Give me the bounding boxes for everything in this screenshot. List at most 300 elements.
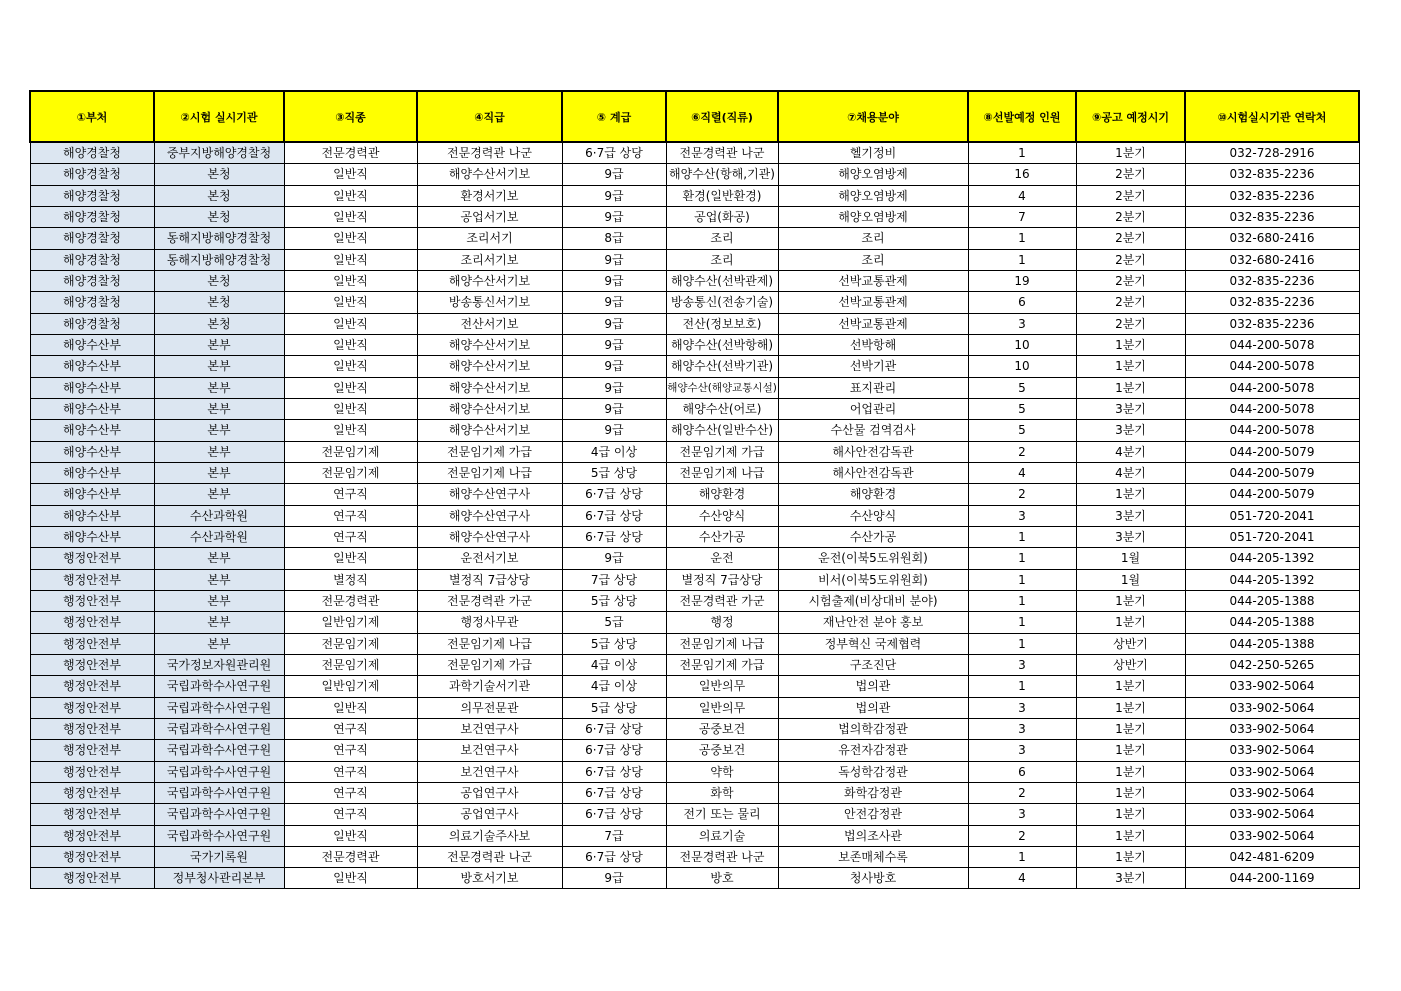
table-row (30, 569, 1359, 590)
cell-notice-period: 2분기 (1076, 228, 1185, 249)
cell-position: 과학기술서기관 (417, 676, 562, 697)
cell-job-type: 일반직 (284, 548, 417, 569)
cell-ministry: 해양수산부 (30, 526, 154, 547)
table-row (30, 356, 1359, 377)
cell-contact: 044-200-5078 (1185, 420, 1359, 441)
cell-notice-period: 3분기 (1076, 526, 1185, 547)
cell-ministry: 행정안전부 (30, 654, 154, 675)
cell-institution: 본부 (154, 334, 284, 355)
cell-headcount: 5 (968, 420, 1076, 441)
cell-grade: 9급 (562, 164, 666, 185)
cell-notice-period: 1월 (1076, 569, 1185, 590)
cell-job-type: 일반직 (284, 825, 417, 846)
cell-series: 일반의무 (666, 676, 778, 697)
cell-ministry: 해양경찰청 (30, 292, 154, 313)
cell-series: 전문임기제 나급 (666, 462, 778, 483)
cell-headcount: 1 (968, 633, 1076, 654)
cell-job-type: 일반직 (284, 313, 417, 334)
cell-headcount: 1 (968, 548, 1076, 569)
cell-notice-period: 2분기 (1076, 249, 1185, 270)
cell-contact: 032-728-2916 (1185, 142, 1359, 164)
cell-position: 의무전문관 (417, 697, 562, 718)
cell-institution: 본청 (154, 206, 284, 227)
cell-contact: 032-835-2236 (1185, 292, 1359, 313)
cell-institution: 국가정보자원관리원 (154, 654, 284, 675)
cell-grade: 9급 (562, 206, 666, 227)
cell-position: 해양수산연구사 (417, 484, 562, 505)
cell-position: 전문임기제 나급 (417, 462, 562, 483)
cell-headcount: 4 (968, 185, 1076, 206)
cell-grade: 7급 상당 (562, 569, 666, 590)
cell-position: 전문임기제 나급 (417, 633, 562, 654)
cell-job-type: 일반직 (284, 420, 417, 441)
cell-institution: 본청 (154, 270, 284, 291)
cell-ministry: 해양경찰청 (30, 142, 154, 164)
cell-field: 운전(이북5도위원회) (778, 548, 968, 569)
cell-notice-period: 3분기 (1076, 505, 1185, 526)
cell-headcount: 6 (968, 761, 1076, 782)
cell-position: 조리서기보 (417, 249, 562, 270)
cell-headcount: 3 (968, 313, 1076, 334)
cell-contact: 042-481-6209 (1185, 846, 1359, 867)
cell-series: 방송통신(전송기술) (666, 292, 778, 313)
cell-notice-period: 4분기 (1076, 441, 1185, 462)
cell-position: 행정사무관 (417, 612, 562, 633)
cell-job-type: 연구직 (284, 782, 417, 803)
cell-notice-period: 1분기 (1076, 804, 1185, 825)
table-row (30, 740, 1359, 761)
cell-job-type: 전문임기제 (284, 633, 417, 654)
cell-headcount: 16 (968, 164, 1076, 185)
cell-series: 조리 (666, 249, 778, 270)
table-row (30, 868, 1359, 889)
cell-position: 공업연구사 (417, 804, 562, 825)
cell-notice-period: 1분기 (1076, 142, 1185, 164)
table-row (30, 825, 1359, 846)
cell-field: 구조진단 (778, 654, 968, 675)
cell-position: 전문임기제 가급 (417, 441, 562, 462)
cell-headcount: 7 (968, 206, 1076, 227)
cell-ministry: 행정안전부 (30, 633, 154, 654)
cell-institution: 본부 (154, 590, 284, 611)
cell-job-type: 일반직 (284, 334, 417, 355)
cell-notice-period: 1월 (1076, 548, 1185, 569)
cell-contact: 044-205-1388 (1185, 590, 1359, 611)
cell-field: 법의조사관 (778, 825, 968, 846)
cell-field: 비서(이북5도위원회) (778, 569, 968, 590)
cell-field: 법의학감정관 (778, 718, 968, 739)
cell-notice-period: 1분기 (1076, 334, 1185, 355)
cell-headcount: 1 (968, 590, 1076, 611)
cell-ministry: 행정안전부 (30, 718, 154, 739)
table-row (30, 441, 1359, 462)
table-row (30, 334, 1359, 355)
cell-field: 헬기정비 (778, 142, 968, 164)
table-row (30, 249, 1359, 270)
header-position: ④직급 (417, 91, 562, 142)
cell-series: 해양수산(어로) (666, 398, 778, 419)
cell-field: 청사방호 (778, 868, 968, 889)
cell-grade: 9급 (562, 292, 666, 313)
cell-ministry: 해양수산부 (30, 420, 154, 441)
cell-grade: 6·7급 상당 (562, 740, 666, 761)
cell-series: 전기 또는 물리 (666, 804, 778, 825)
table-row (30, 164, 1359, 185)
cell-series: 전문임기제 나급 (666, 633, 778, 654)
cell-field: 해사안전감독관 (778, 462, 968, 483)
cell-job-type: 연구직 (284, 526, 417, 547)
cell-institution: 수산과학원 (154, 505, 284, 526)
cell-notice-period: 2분기 (1076, 313, 1185, 334)
cell-contact: 044-200-5078 (1185, 334, 1359, 355)
cell-notice-period: 1분기 (1076, 740, 1185, 761)
cell-notice-period: 1분기 (1076, 846, 1185, 867)
cell-contact: 033-902-5064 (1185, 697, 1359, 718)
cell-job-type: 연구직 (284, 505, 417, 526)
cell-job-type: 일반임기제 (284, 676, 417, 697)
cell-contact: 044-205-1388 (1185, 633, 1359, 654)
cell-grade: 9급 (562, 377, 666, 398)
cell-position: 공업서기보 (417, 206, 562, 227)
cell-position: 해양수산서기보 (417, 377, 562, 398)
cell-series: 전문경력관 가군 (666, 590, 778, 611)
cell-institution: 본부 (154, 441, 284, 462)
cell-notice-period: 1분기 (1076, 718, 1185, 739)
cell-job-type: 전문임기제 (284, 462, 417, 483)
cell-field: 법의관 (778, 697, 968, 718)
table-row (30, 228, 1359, 249)
table-row (30, 462, 1359, 483)
header-contact: ⑩시험실시기관 연락처 (1185, 91, 1359, 142)
cell-ministry: 해양수산부 (30, 441, 154, 462)
cell-ministry: 해양수산부 (30, 462, 154, 483)
cell-contact: 032-835-2236 (1185, 313, 1359, 334)
cell-series: 공중보건 (666, 740, 778, 761)
header-job-type: ③직종 (284, 91, 417, 142)
cell-position: 보건연구사 (417, 761, 562, 782)
cell-ministry: 행정안전부 (30, 846, 154, 867)
cell-field: 해양환경 (778, 484, 968, 505)
cell-headcount: 1 (968, 228, 1076, 249)
cell-job-type: 전문경력관 (284, 142, 417, 164)
cell-ministry: 해양경찰청 (30, 228, 154, 249)
cell-grade: 5급 상당 (562, 462, 666, 483)
cell-position: 방송통신서기보 (417, 292, 562, 313)
cell-grade: 7급 (562, 825, 666, 846)
cell-grade: 9급 (562, 548, 666, 569)
cell-grade: 6·7급 상당 (562, 142, 666, 164)
table-row (30, 548, 1359, 569)
table-row (30, 142, 1359, 164)
cell-field: 선박기관 (778, 356, 968, 377)
cell-job-type: 일반직 (284, 228, 417, 249)
cell-job-type: 일반직 (284, 356, 417, 377)
cell-series: 해양수산(선박관제) (666, 270, 778, 291)
cell-institution: 본부 (154, 356, 284, 377)
cell-contact: 044-200-5078 (1185, 398, 1359, 419)
table-row (30, 633, 1359, 654)
cell-ministry: 행정안전부 (30, 804, 154, 825)
cell-series: 일반의무 (666, 697, 778, 718)
cell-headcount: 19 (968, 270, 1076, 291)
cell-headcount: 3 (968, 740, 1076, 761)
cell-position: 방호서기보 (417, 868, 562, 889)
cell-position: 해양수산서기보 (417, 334, 562, 355)
cell-series: 수산가공 (666, 526, 778, 547)
cell-headcount: 1 (968, 846, 1076, 867)
cell-institution: 국립과학수사연구원 (154, 761, 284, 782)
cell-grade: 5급 상당 (562, 590, 666, 611)
cell-ministry: 행정안전부 (30, 740, 154, 761)
cell-series: 의료기술 (666, 825, 778, 846)
cell-notice-period: 1분기 (1076, 377, 1185, 398)
cell-position: 환경서기보 (417, 185, 562, 206)
cell-field: 해사안전감독관 (778, 441, 968, 462)
table-body (30, 142, 1359, 889)
cell-field: 선박항해 (778, 334, 968, 355)
cell-headcount: 5 (968, 398, 1076, 419)
cell-field: 수산양식 (778, 505, 968, 526)
cell-grade: 6·7급 상당 (562, 505, 666, 526)
cell-position: 해양수산연구사 (417, 505, 562, 526)
cell-institution: 국립과학수사연구원 (154, 676, 284, 697)
cell-series: 전문임기제 가급 (666, 441, 778, 462)
cell-headcount: 1 (968, 676, 1076, 697)
cell-position: 보건연구사 (417, 740, 562, 761)
cell-position: 해양수산연구사 (417, 526, 562, 547)
cell-institution: 국가기록원 (154, 846, 284, 867)
cell-field: 보존매체수록 (778, 846, 968, 867)
cell-grade: 9급 (562, 868, 666, 889)
cell-position: 전문경력관 나군 (417, 142, 562, 164)
cell-series: 전산(정보보호) (666, 313, 778, 334)
table-row (30, 846, 1359, 867)
cell-headcount: 1 (968, 249, 1076, 270)
cell-notice-period: 2분기 (1076, 292, 1185, 313)
cell-institution: 본부 (154, 612, 284, 633)
cell-institution: 본청 (154, 313, 284, 334)
cell-institution: 국립과학수사연구원 (154, 804, 284, 825)
cell-job-type: 연구직 (284, 484, 417, 505)
cell-headcount: 4 (968, 462, 1076, 483)
cell-headcount: 1 (968, 526, 1076, 547)
cell-grade: 6·7급 상당 (562, 804, 666, 825)
cell-grade: 9급 (562, 313, 666, 334)
table-row (30, 654, 1359, 675)
header-row (30, 91, 1359, 142)
cell-grade: 6·7급 상당 (562, 484, 666, 505)
cell-institution: 본청 (154, 292, 284, 313)
cell-notice-period: 1분기 (1076, 590, 1185, 611)
cell-series: 해양수산(선박기관) (666, 356, 778, 377)
cell-grade: 9급 (562, 420, 666, 441)
cell-position: 해양수산서기보 (417, 164, 562, 185)
cell-institution: 국립과학수사연구원 (154, 782, 284, 803)
cell-ministry: 행정안전부 (30, 569, 154, 590)
cell-job-type: 일반직 (284, 868, 417, 889)
cell-job-type: 일반직 (284, 697, 417, 718)
cell-series: 공업(화공) (666, 206, 778, 227)
cell-position: 공업연구사 (417, 782, 562, 803)
cell-job-type: 전문경력관 (284, 590, 417, 611)
table-row (30, 484, 1359, 505)
cell-grade: 9급 (562, 185, 666, 206)
table-row (30, 185, 1359, 206)
cell-institution: 국립과학수사연구원 (154, 718, 284, 739)
table-row (30, 398, 1359, 419)
cell-series: 환경(일반환경) (666, 185, 778, 206)
header-notice-period: ⑨공고 예정시기 (1076, 91, 1185, 142)
table-row (30, 377, 1359, 398)
cell-field: 안전감정관 (778, 804, 968, 825)
cell-field: 어업관리 (778, 398, 968, 419)
cell-job-type: 일반직 (284, 185, 417, 206)
cell-institution: 본부 (154, 420, 284, 441)
header-headcount: ⑧선발예정 인원 (968, 91, 1076, 142)
cell-grade: 4급 이상 (562, 441, 666, 462)
cell-field: 조리 (778, 228, 968, 249)
cell-job-type: 일반직 (284, 206, 417, 227)
cell-position: 전문경력관 가군 (417, 590, 562, 611)
cell-institution: 본부 (154, 548, 284, 569)
cell-series: 약학 (666, 761, 778, 782)
cell-job-type: 연구직 (284, 740, 417, 761)
cell-field: 표지관리 (778, 377, 968, 398)
header-field: ⑦채용분야 (778, 91, 968, 142)
cell-series: 공중보건 (666, 718, 778, 739)
cell-series: 해양환경 (666, 484, 778, 505)
cell-institution: 수산과학원 (154, 526, 284, 547)
cell-grade: 8급 (562, 228, 666, 249)
cell-position: 전산서기보 (417, 313, 562, 334)
cell-institution: 본부 (154, 462, 284, 483)
cell-grade: 6·7급 상당 (562, 526, 666, 547)
cell-ministry: 행정안전부 (30, 548, 154, 569)
cell-institution: 본부 (154, 569, 284, 590)
cell-notice-period: 2분기 (1076, 185, 1185, 206)
table-row (30, 590, 1359, 611)
cell-contact: 044-200-5078 (1185, 356, 1359, 377)
cell-position: 조리서기 (417, 228, 562, 249)
cell-contact: 033-902-5064 (1185, 804, 1359, 825)
cell-series: 전문경력관 나군 (666, 142, 778, 164)
cell-job-type: 별정직 (284, 569, 417, 590)
header-institution: ②시험 실시기관 (154, 91, 284, 142)
cell-headcount: 1 (968, 569, 1076, 590)
cell-ministry: 행정안전부 (30, 782, 154, 803)
cell-ministry: 해양경찰청 (30, 270, 154, 291)
cell-field: 수산물 검역검사 (778, 420, 968, 441)
cell-notice-period: 4분기 (1076, 462, 1185, 483)
cell-contact: 033-902-5064 (1185, 718, 1359, 739)
cell-institution: 동해지방해양경찰청 (154, 228, 284, 249)
cell-headcount: 3 (968, 505, 1076, 526)
cell-notice-period: 1분기 (1076, 782, 1185, 803)
cell-grade: 6·7급 상당 (562, 718, 666, 739)
cell-contact: 032-680-2416 (1185, 228, 1359, 249)
cell-institution: 본부 (154, 377, 284, 398)
cell-headcount: 10 (968, 356, 1076, 377)
recruitment-table (29, 90, 1360, 889)
cell-ministry: 해양수산부 (30, 398, 154, 419)
cell-contact: 033-902-5064 (1185, 825, 1359, 846)
cell-grade: 4급 이상 (562, 654, 666, 675)
cell-field: 해양오염방제 (778, 164, 968, 185)
cell-notice-period: 1분기 (1076, 761, 1185, 782)
cell-position: 운전서기보 (417, 548, 562, 569)
cell-position: 해양수산서기보 (417, 270, 562, 291)
cell-institution: 본청 (154, 164, 284, 185)
cell-grade: 9급 (562, 356, 666, 377)
cell-contact: 051-720-2041 (1185, 526, 1359, 547)
cell-field: 해양오염방제 (778, 185, 968, 206)
cell-institution: 동해지방해양경찰청 (154, 249, 284, 270)
cell-contact: 032-835-2236 (1185, 270, 1359, 291)
cell-institution: 국립과학수사연구원 (154, 825, 284, 846)
cell-position: 전문임기제 가급 (417, 654, 562, 675)
cell-contact: 042-250-5265 (1185, 654, 1359, 675)
cell-headcount: 2 (968, 484, 1076, 505)
cell-position: 보건연구사 (417, 718, 562, 739)
cell-headcount: 3 (968, 804, 1076, 825)
cell-job-type: 일반직 (284, 270, 417, 291)
cell-institution: 국립과학수사연구원 (154, 697, 284, 718)
cell-job-type: 일반직 (284, 377, 417, 398)
cell-headcount: 2 (968, 782, 1076, 803)
cell-position: 해양수산서기보 (417, 356, 562, 377)
table-row (30, 761, 1359, 782)
cell-series: 해양수산(해양교통시설) (666, 377, 778, 398)
table-row (30, 612, 1359, 633)
table-row (30, 526, 1359, 547)
table-row (30, 676, 1359, 697)
cell-job-type: 일반직 (284, 164, 417, 185)
header-series: ⑥직렬(직류) (666, 91, 778, 142)
cell-job-type: 일반임기제 (284, 612, 417, 633)
cell-grade: 6·7급 상당 (562, 782, 666, 803)
cell-ministry: 해양수산부 (30, 334, 154, 355)
cell-notice-period: 1분기 (1076, 697, 1185, 718)
cell-contact: 033-902-5064 (1185, 761, 1359, 782)
cell-headcount: 3 (968, 718, 1076, 739)
table-row (30, 804, 1359, 825)
table-row (30, 206, 1359, 227)
cell-headcount: 3 (968, 654, 1076, 675)
cell-field: 해양오염방제 (778, 206, 968, 227)
cell-institution: 본부 (154, 633, 284, 654)
cell-position: 의료기술주사보 (417, 825, 562, 846)
cell-ministry: 해양경찰청 (30, 206, 154, 227)
cell-grade: 5급 (562, 612, 666, 633)
cell-contact: 032-835-2236 (1185, 185, 1359, 206)
cell-series: 운전 (666, 548, 778, 569)
cell-field: 독성학감정관 (778, 761, 968, 782)
cell-field: 재난안전 분야 홍보 (778, 612, 968, 633)
cell-notice-period: 상반기 (1076, 633, 1185, 654)
cell-grade: 9급 (562, 270, 666, 291)
cell-ministry: 해양수산부 (30, 484, 154, 505)
cell-notice-period: 2분기 (1076, 206, 1185, 227)
cell-job-type: 연구직 (284, 718, 417, 739)
cell-institution: 본청 (154, 185, 284, 206)
cell-job-type: 전문임기제 (284, 654, 417, 675)
cell-series: 행정 (666, 612, 778, 633)
table-row (30, 270, 1359, 291)
cell-series: 전문경력관 나군 (666, 846, 778, 867)
cell-contact: 051-720-2041 (1185, 505, 1359, 526)
cell-institution: 정부청사관리본부 (154, 868, 284, 889)
cell-ministry: 행정안전부 (30, 868, 154, 889)
